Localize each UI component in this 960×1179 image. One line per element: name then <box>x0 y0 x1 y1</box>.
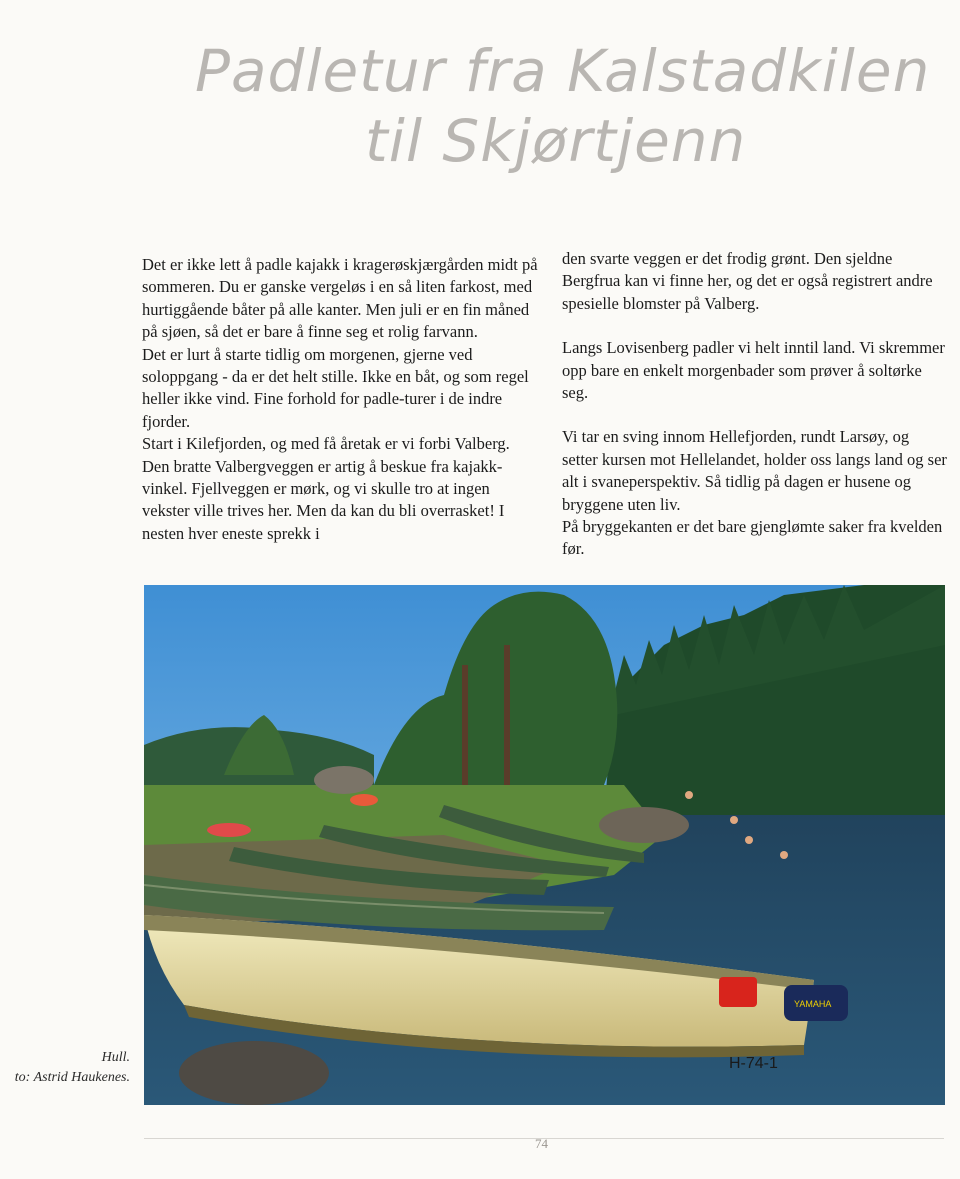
boat-registration-label: H-74-1 <box>729 1055 778 1072</box>
photo-illustration <box>144 585 945 1105</box>
caption-line-2: to: Astrid Haukenes. <box>14 1070 130 1085</box>
title-line-2: til Skjørtjenn <box>365 107 747 175</box>
right-paragraph-4: På bryggekanten er det bare gjenglømte saker fra kvelden før. <box>562 517 943 559</box>
right-paragraph-1: den svarte veggen er det frodig grønt. Den sjeldne Bergfrua kan vi finne her, og det er også registrert andre spesielle blomster på Valberg. <box>562 249 933 313</box>
article-title <box>195 36 935 176</box>
right-paragraph-2: Langs Lovisenberg padler vi helt inntil land. Vi skremmer opp bare en enkelt morgenbader som prøver å soltørke seg. <box>562 338 945 403</box>
left-paragraph-1: Det er ikke lett å padle kajakk i kragerøskjærgården midt på sommeren. Du er ganske vergeløs i en så liten farkost, med hurtiggående båter på alle kanter. Men juli er en fin måned på sjøen, så det er bare å finne seg et rolig farvann. <box>142 255 538 342</box>
title-line-1: Padletur fra Kalstadkilen <box>195 37 931 105</box>
right-paragraph-3: Vi tar en sving innom Hellefjorden, rundt Larsøy, og setter kursen mot Hellelandet, holder oss langs land og ser alt i svaneperspektiv. Så tidlig på dagen er husene og bryggene uten liv. <box>562 427 947 514</box>
left-paragraph-2: Det er lurt å starte tidlig om morgenen, gjerne ved soloppgang - da er det helt stille. Ikke en båt, og som regel heller ikke vind. Fine forhold for padle-turer i de indre fjorder. <box>142 344 529 431</box>
photo-canoes-by-lake <box>144 585 945 1105</box>
photo-caption <box>0 1048 130 1088</box>
right-text-column <box>562 248 947 561</box>
left-text-column <box>142 254 540 545</box>
caption-line-1: Hull. <box>101 1050 130 1065</box>
outboard-brand-label: YAMAHA <box>794 999 832 1009</box>
page-number: 74 <box>535 1136 548 1151</box>
left-paragraph-3: Start i Kilefjorden, og med få åretak er vi forbi Valberg. Den bratte Valbergveggen er artig å beskue fra kajakk-vinkel. Fjellveggen er mørk, og vi skulle tro at ingen vekster ville trives her. Men da kan du bli overrasket! I nesten hver eneste sprekk i <box>142 434 510 543</box>
